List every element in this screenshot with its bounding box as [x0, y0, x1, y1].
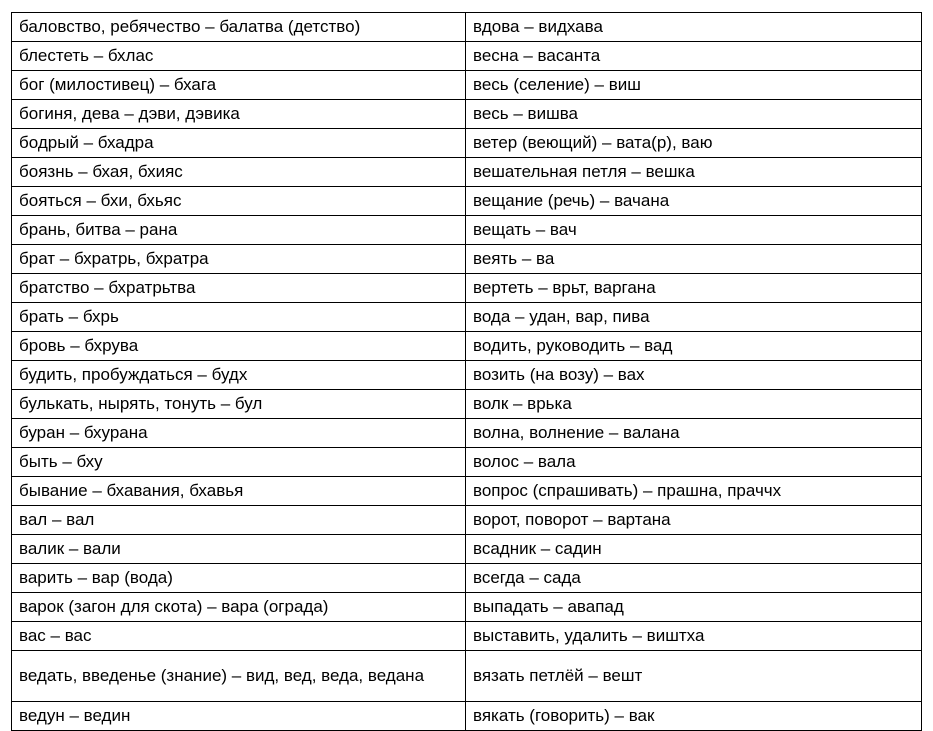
table-cell-left: вас – вас [12, 622, 466, 651]
table-cell-right: ветер (веющий) – вата(р), ваю [466, 129, 922, 158]
table-cell-right: весь – вишва [466, 100, 922, 129]
table-cell-right: вязать петлёй – вешт [466, 651, 922, 702]
table-cell-right: волос – вала [466, 448, 922, 477]
table-row [12, 274, 922, 303]
table-cell-left: брань, битва – рана [12, 216, 466, 245]
table-cell-left: бывание – бхавания, бхавья [12, 477, 466, 506]
table-cell-right: водить, руководить – вад [466, 332, 922, 361]
table-cell-right: возить (на возу) – вах [466, 361, 922, 390]
table-cell-right: ворот, поворот – вартана [466, 506, 922, 535]
table-row [12, 702, 922, 731]
table-cell-right: весна – васанта [466, 42, 922, 71]
table-cell-right: волк – врька [466, 390, 922, 419]
table-cell-left: бодрый – бхадра [12, 129, 466, 158]
table-row [12, 448, 922, 477]
table-cell-left: быть – бху [12, 448, 466, 477]
table-cell-right: весь (селение) – виш [466, 71, 922, 100]
table-cell-right: вещать – вач [466, 216, 922, 245]
table-cell-right: вдова – видхава [466, 13, 922, 42]
table-row [12, 42, 922, 71]
table-row [12, 158, 922, 187]
table-cell-right: вертеть – врьт, варгана [466, 274, 922, 303]
table-cell-left: варок (загон для скота) – вара (ограда) [12, 593, 466, 622]
table-row [12, 332, 922, 361]
table-row [12, 419, 922, 448]
table-row [12, 187, 922, 216]
table-row [12, 129, 922, 158]
table-row [12, 390, 922, 419]
table-cell-right: веять – ва [466, 245, 922, 274]
table-cell-right: вопрос (спрашивать) – прашна, праччх [466, 477, 922, 506]
table-cell-right: вешательная петля – вешка [466, 158, 922, 187]
table-cell-left: валик – вали [12, 535, 466, 564]
table-cell-left: варить – вар (вода) [12, 564, 466, 593]
table-cell-left: блестеть – бхлас [12, 42, 466, 71]
table-cell-right: волна, волнение – валана [466, 419, 922, 448]
table-row [12, 535, 922, 564]
table-row [12, 651, 922, 702]
table-row [12, 71, 922, 100]
table-row [12, 477, 922, 506]
table-row [12, 245, 922, 274]
table-cell-left: боязнь – бхая, бхияс [12, 158, 466, 187]
table-cell-left: булькать, нырять, тонуть – бул [12, 390, 466, 419]
table-cell-left: брать – бхрь [12, 303, 466, 332]
table-cell-left: бровь – бхрува [12, 332, 466, 361]
table-cell-right: всегда – сада [466, 564, 922, 593]
table-row [12, 100, 922, 129]
table-cell-left: богиня, дева – дэви, дэвика [12, 100, 466, 129]
table-cell-right: вещание (речь) – вачана [466, 187, 922, 216]
table-row [12, 303, 922, 332]
table-cell-left: буран – бхурана [12, 419, 466, 448]
table-cell-left: бог (милостивец) – бхага [12, 71, 466, 100]
table-row [12, 622, 922, 651]
table-cell-right: вякать (говорить) – вак [466, 702, 922, 731]
table-row [12, 361, 922, 390]
table-cell-left: баловство, ребячество – балатва (детство) [12, 13, 466, 42]
table-cell-left: вал – вал [12, 506, 466, 535]
dictionary-table [11, 12, 922, 731]
table-cell-right: выставить, удалить – виштха [466, 622, 922, 651]
table-row [12, 564, 922, 593]
table-cell-left: братство – бхратрьтва [12, 274, 466, 303]
table-row [12, 593, 922, 622]
table-cell-left: брат – бхратрь, бхратра [12, 245, 466, 274]
table-row [12, 216, 922, 245]
table-cell-left: будить, пробуждаться – будх [12, 361, 466, 390]
table-row [12, 13, 922, 42]
table-cell-left: ведать, введенье (знание) – вид, вед, веда, ведана [12, 651, 466, 702]
table-row [12, 506, 922, 535]
table-cell-left: бояться – бхи, бхьяс [12, 187, 466, 216]
table-cell-right: вода – удан, вар, пива [466, 303, 922, 332]
table-cell-right: выпадать – авапад [466, 593, 922, 622]
table-cell-right: всадник – садин [466, 535, 922, 564]
table-cell-left: ведун – ведин [12, 702, 466, 731]
